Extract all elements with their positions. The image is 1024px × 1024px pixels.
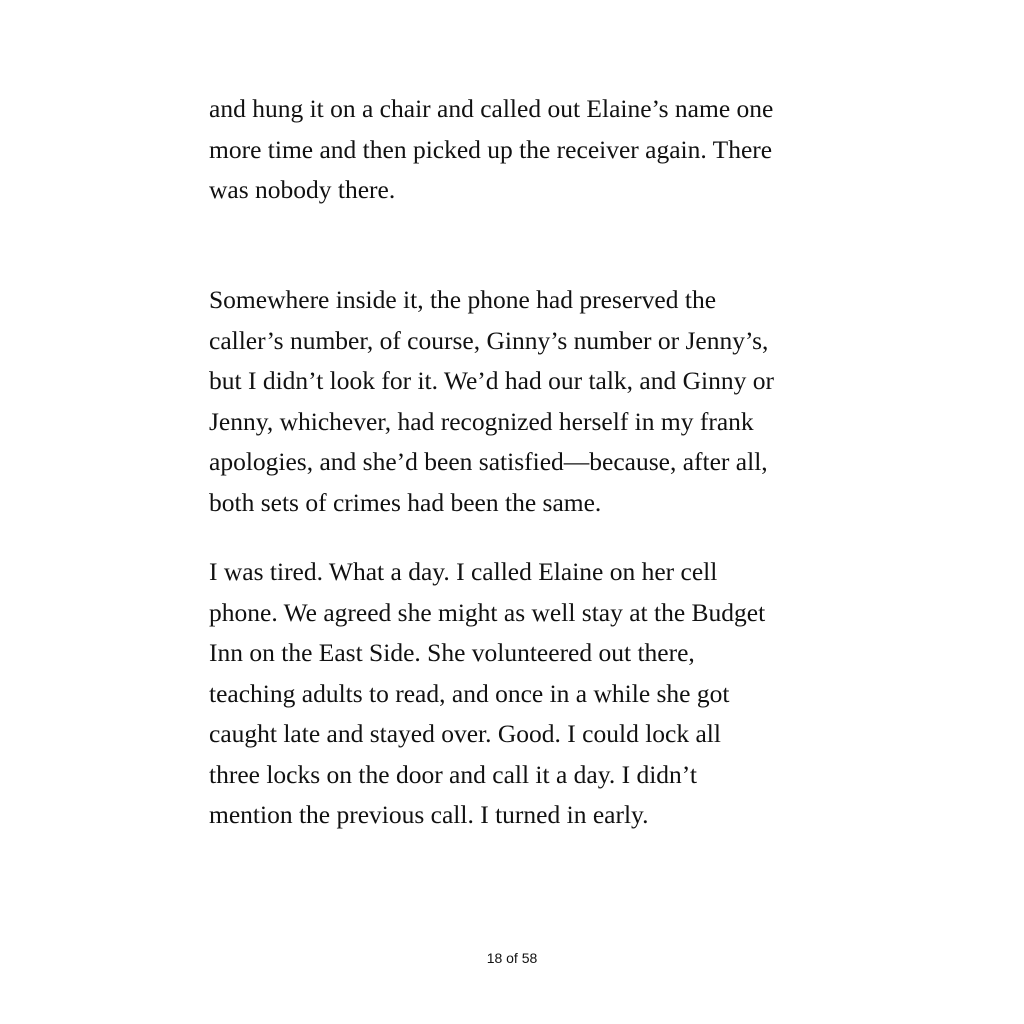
text-line: Inn on the East Side. She volunteered out there, bbox=[209, 638, 695, 667]
text-line: apologies, and she’d been satisfied—because, after all, bbox=[209, 447, 768, 476]
text-line: Jenny, whichever, had recognized herself in my frank bbox=[209, 406, 754, 436]
paragraph bbox=[209, 280, 819, 523]
text-line: mention the previous call. I turned in early. bbox=[209, 800, 649, 829]
paragraph bbox=[209, 89, 819, 211]
text-line: but I didn’t look for it. We’d had our talk, and Ginny or bbox=[209, 366, 774, 395]
text-line: caller’s number, of course, Ginny’s number or Jenny’s, bbox=[209, 325, 769, 355]
text-line: was nobody there. bbox=[209, 175, 396, 204]
text-line: phone. We agreed she might as well stay at the Budget bbox=[209, 597, 766, 627]
text-line: three locks on the door and call it a day. I didn’t bbox=[209, 759, 697, 789]
page-indicator: 18 of 58 bbox=[486, 950, 538, 966]
text-line: both sets of crimes had been the same. bbox=[209, 487, 602, 517]
text-line: Somewhere inside it, the phone had preserved the bbox=[209, 285, 717, 314]
text-line: I was tired. What a day. I called Elaine on her cell bbox=[209, 557, 718, 586]
text-line: teaching adults to read, and once in a while she got bbox=[209, 678, 730, 708]
text-line: and hung it on a chair and called out Elaine’s name one bbox=[209, 94, 774, 123]
text-line: caught late and stayed over. Good. I could lock all bbox=[209, 719, 721, 748]
text-line: more time and then picked up the receiver again. There bbox=[209, 134, 773, 164]
paragraph bbox=[209, 552, 819, 836]
